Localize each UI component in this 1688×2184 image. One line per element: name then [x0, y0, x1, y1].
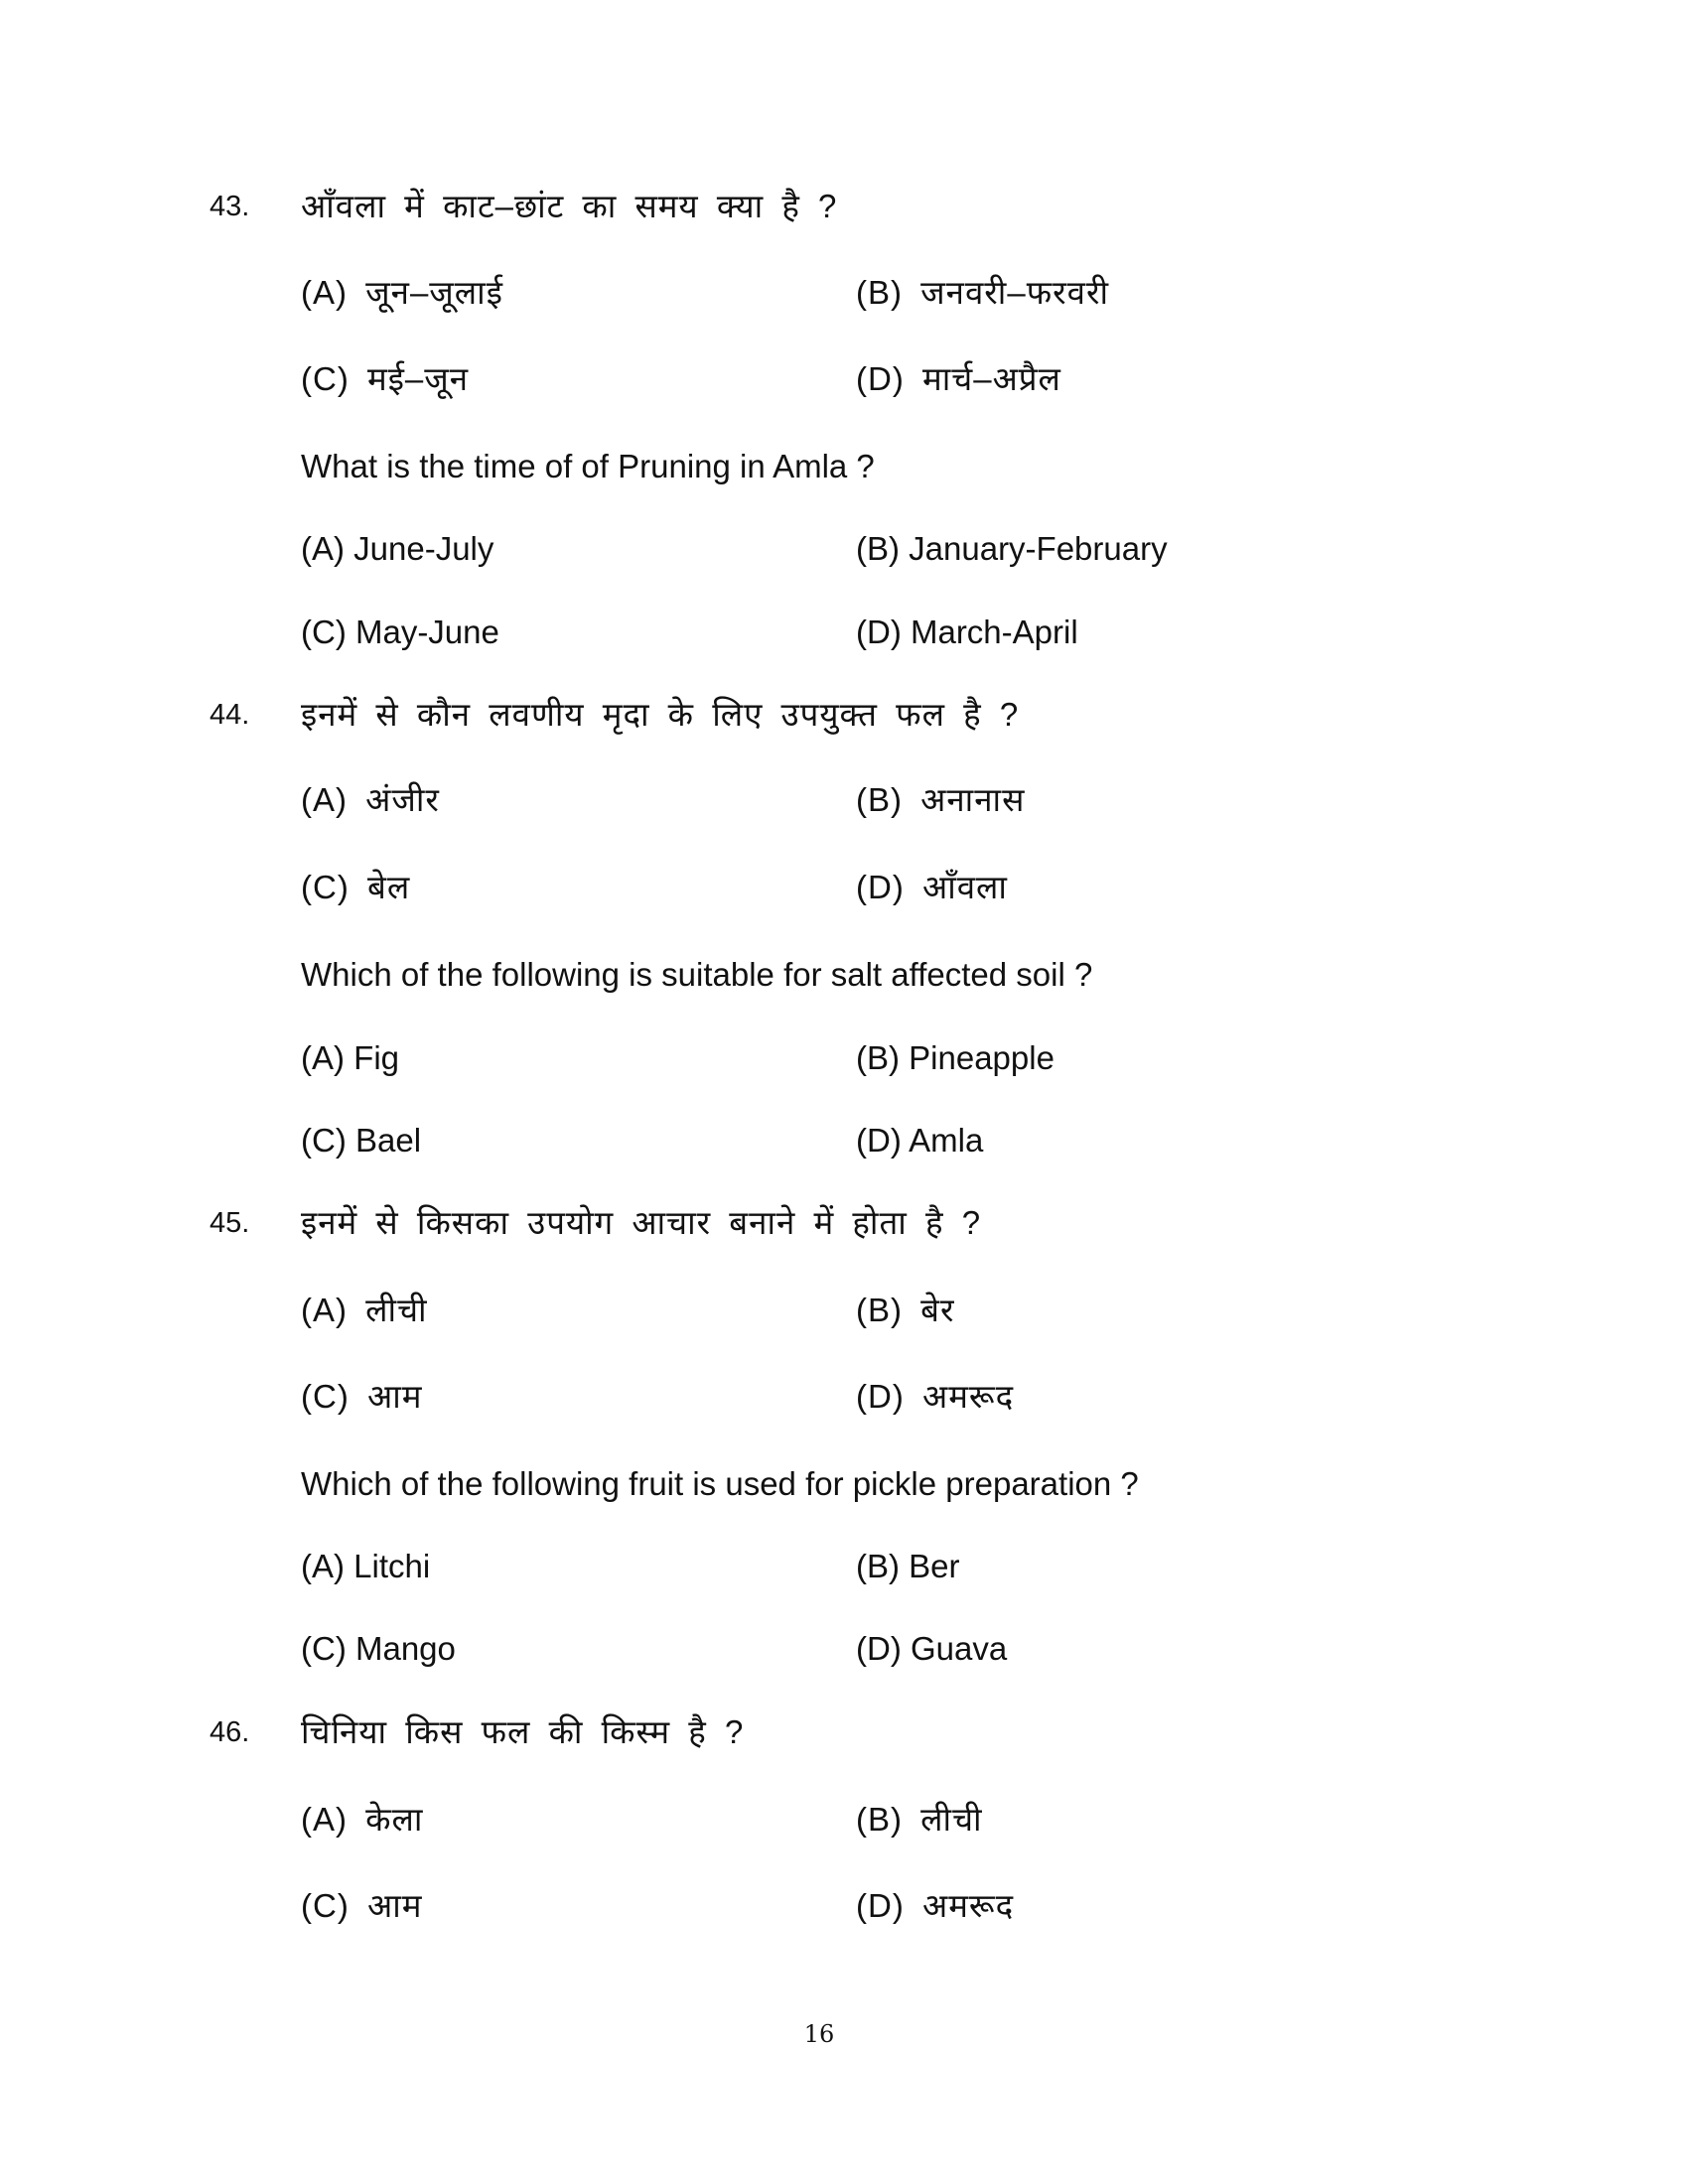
option-c-english: (C) Bael [301, 1122, 422, 1159]
option-c-hindi: (C) बेल [301, 869, 411, 905]
question-text-english: What is the time of of Pruning in Amla ? [301, 448, 875, 484]
option-a-hindi: (A) लीची [301, 1292, 428, 1328]
option-a-english: (A) June-July [301, 530, 494, 567]
option-b-hindi: (B) अनानास [856, 781, 1026, 818]
question-text-hindi: आँवला में काट–छांट का समय क्या है ? [301, 188, 838, 224]
option-a-english: (A) Fig [301, 1039, 399, 1076]
option-c-hindi: (C) आम [301, 1887, 423, 1924]
option-c-hindi: (C) मई–जून [301, 360, 470, 397]
option-d-hindi: (D) मार्च–अप्रैल [856, 360, 1061, 397]
option-d-english: (D) March-April [856, 614, 1078, 650]
question-text-hindi: चिनिया किस फल की किस्म है ? [301, 1713, 745, 1750]
option-b-english: (B) Pineapple [856, 1039, 1055, 1076]
option-d-english: (D) Guava [856, 1630, 1008, 1667]
question-text-hindi: इनमें से कौन लवणीय मृदा के लिए उपयुक्त फल है ? [301, 696, 1020, 733]
page-number: 16 [803, 2020, 835, 2048]
question-text-hindi: इनमें से किसका उपयोग आचार बनाने में होता है ? [301, 1204, 982, 1241]
option-d-hindi: (D) अमरूद [856, 1887, 1015, 1924]
option-c-english: (C) May-June [301, 614, 499, 650]
option-b-hindi: (B) जनवरी–फरवरी [856, 274, 1110, 311]
option-b-english: (B) Ber [856, 1548, 960, 1584]
option-d-hindi: (D) अमरूद [856, 1378, 1015, 1415]
option-a-english: (A) Litchi [301, 1548, 431, 1584]
question-text-english: Which of the following is suitable for salt affected soil ? [301, 956, 1093, 993]
question-number: 43. [210, 191, 250, 222]
option-d-hindi: (D) आँवला [856, 869, 1008, 905]
question-text-english: Which of the following fruit is used for pickle preparation ? [301, 1465, 1139, 1502]
question-number: 46. [210, 1716, 250, 1748]
question-number: 44. [210, 699, 250, 731]
option-c-english: (C) Mango [301, 1630, 456, 1667]
option-a-hindi: (A) अंजीर [301, 781, 440, 818]
option-b-hindi: (B) लीची [856, 1801, 983, 1838]
option-b-hindi: (B) बेर [856, 1292, 955, 1328]
option-c-hindi: (C) आम [301, 1378, 423, 1415]
option-d-english: (D) Amla [856, 1122, 984, 1159]
option-a-hindi: (A) केला [301, 1801, 424, 1838]
option-b-english: (B) January-February [856, 530, 1168, 567]
option-a-hindi: (A) जून–जूलाई [301, 274, 503, 311]
question-number: 45. [210, 1207, 250, 1239]
